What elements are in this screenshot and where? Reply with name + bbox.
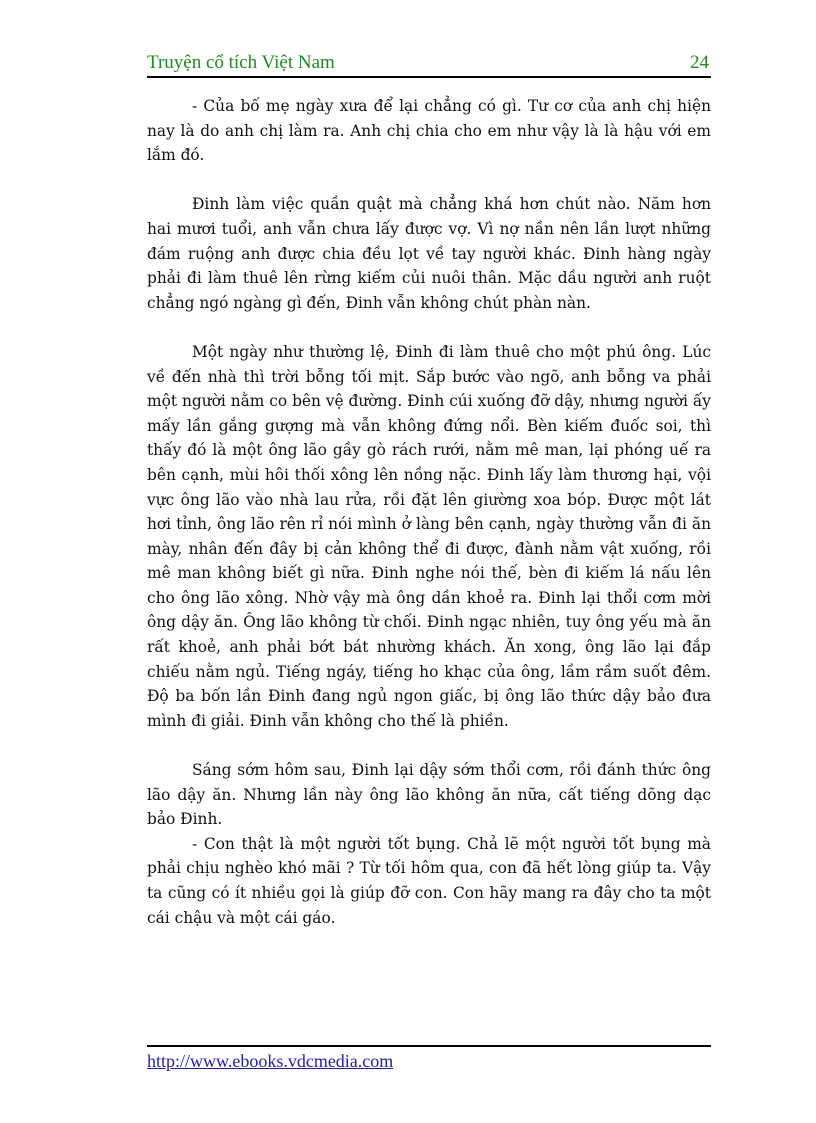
footer-url-link[interactable]: http://www.ebooks.vdcmedia.com <box>147 1051 394 1071</box>
paragraph-1: - Của bố mẹ ngày xưa để lại chẳng có gì. Tư cơ của anh chị hiện nay là do anh chị làm ra. Anh chị chia cho em như vậy là là hậu với em lắm đó. <box>147 97 711 165</box>
book-title: Truyện cổ tích Việt Nam <box>147 52 335 73</box>
footer-divider <box>147 1045 711 1047</box>
page-body <box>147 94 711 930</box>
paragraph-2: Đinh làm việc quần quật mà chẳng khá hơn chút nào. Năm hơn hai mươi tuổi, anh vẫn chưa lấy được vợ. Vì nợ nần nên lần lượt những đám ruộng anh được chia đều lọt về tay người khác. Đinh hàng ngày phải đi làm thuê lên rừng kiếm củi nuôi thân. Mặc dầu người anh ruột chẳng ngó ngàng gì đến, Đinh vẫn không chút phàn nàn. <box>147 195 711 312</box>
paragraph-4: Sáng sớm hôm sau, Đinh lại dậy sớm thổi cơm, rồi đánh thức ông lão dậy ăn. Nhưng lần này ông lão không ăn nữa, cất tiếng dõng dạc bảo Đinh. <box>147 761 711 829</box>
page-header <box>147 52 711 78</box>
paragraph-5: - Con thật là một người tốt bụng. Chả lẽ một người tốt bụng mà phải chịu nghèo khó mãi ? Từ tối hôm qua, con đã hết lòng giúp ta. Vậy ta cũng có ít nhiều gọi là giúp đỡ con. Con hãy mang ra đây cho ta một cái chậu và một cái gáo. <box>147 834 711 927</box>
paragraph-3: Một ngày như thường lệ, Đinh đi làm thuê cho một phú ông. Lúc về đến nhà thì trời bỗng tối mịt. Sắp bước vào ngõ, anh bỗng va phải một người nằm co bên vệ đường. Đinh cúi xuống đỡ dậy, nhưng người ấy mấy lần gắng gượng mà vẫn không đứng nổi. Bèn kiếm đuốc soi, thì thấy đó là một ông lão gầy gò rách rưới, nằm mê man, lại phóng uế ra bên cạnh, mùi hôi thối xông lên nồng nặc. Đinh lấy làm thương hại, vội vực ông lão vào nhà lau rửa, rồi đặt lên giường xoa bóp. Được một lát hơi tỉnh, ông lão rên rỉ nói mình ở làng bên cạnh, ngày thường vẫn đi ăn mày, nhân đến đây bị cản không thể đi được, đành nằm vật xuống, rồi mê man không biết gì nữa. Đinh nghe nói thế, bèn đi kiếm lá nấu lên cho ông lão xông. Nhờ vậy mà ông dần khoẻ ra. Đinh lại thổi cơm mời ông dậy ăn. Ông lão không từ chối. Đinh ngạc nhiên, tuy ông yếu mà ăn rất khoẻ, anh phải bớt bát nhường khách. Ăn xong, ông lão lại đắp chiếu nằm ngủ. Tiếng ngáy, tiếng ho khạc của ông, lầm rầm suốt đêm. Độ ba bốn lần Đinh đang ngủ ngon giấc, bị ông lão thức dậy bảo đưa mình đi giải. Đinh vẫn không cho thế là phiền. <box>147 342 711 730</box>
page-number: 24 <box>690 52 709 73</box>
